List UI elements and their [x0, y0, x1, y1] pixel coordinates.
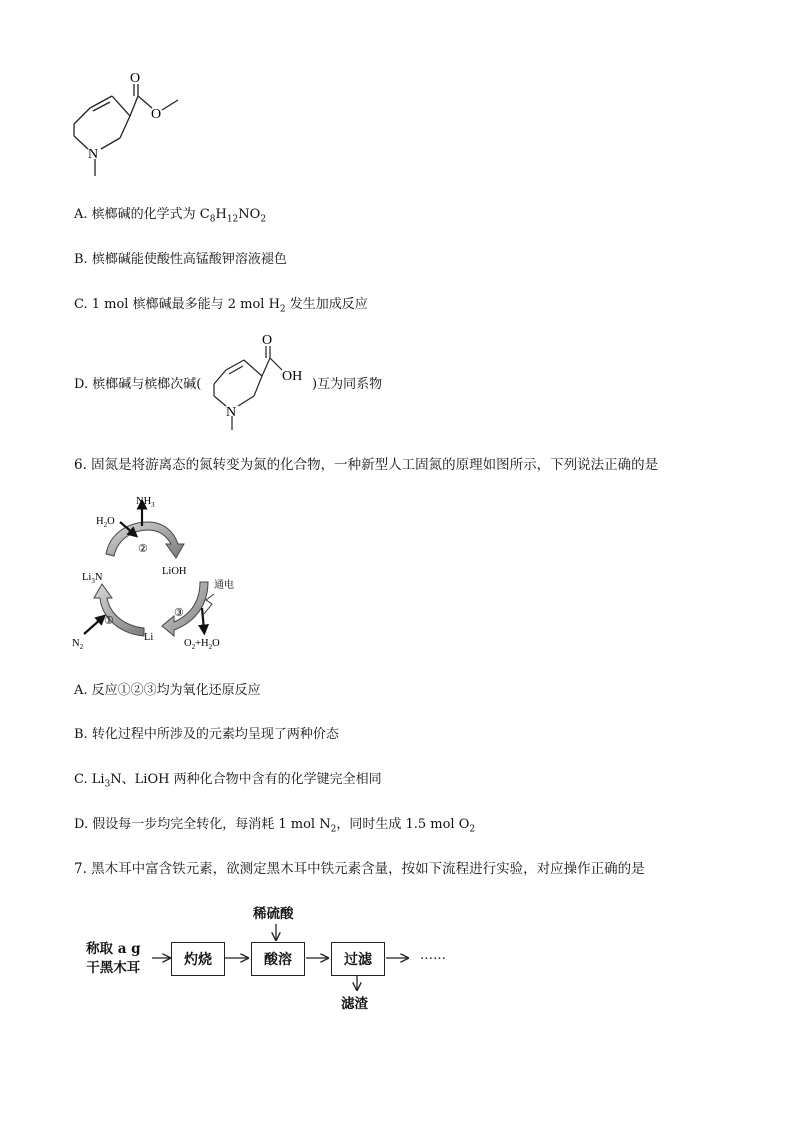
flow-step-burn: 灼烧	[171, 942, 225, 976]
step1-marker: ①	[104, 615, 114, 627]
q6-option-d: D. 假设每一步均完全转化，每消耗 1 mol $N_2$，同时生成 1.5 mol $O_2$	[74, 817, 476, 835]
nh3-label: $NH_3$	[136, 496, 155, 509]
li3n-label: $Li_3N$	[82, 572, 103, 585]
arecaidine-oh-label: OH	[282, 369, 303, 384]
arecaidine-n-label: N	[226, 405, 237, 420]
flow-ellipsis: ……	[420, 948, 446, 963]
q6-stem: 6. 固氮是将游离态的氮转变为氮的化合物，一种新型人工固氮的原理如图所示，下列说法正确的是	[74, 457, 659, 473]
lioh-label: LiOH	[162, 566, 187, 577]
ring-n-label: N	[88, 147, 99, 162]
tongdian-label: 通电	[214, 580, 234, 591]
flow-step-dissolve: 酸溶	[251, 942, 305, 976]
step3-marker: ③	[174, 607, 184, 619]
flow-start-label: 称取 a g 干黑木耳	[86, 941, 141, 976]
q5-option-d-suffix: )互为同系物	[312, 377, 383, 392]
ester-o-label: O	[151, 107, 162, 122]
flow-residue-label: 滤渣	[341, 996, 368, 1012]
arecoline-structure	[60, 66, 200, 184]
q6-option-b: B. 转化过程中所涉及的元素均呈现了两种价态	[74, 727, 339, 742]
q6-option-c: C. $Li_3N$、LiOH 两种化合物中含有的化学键完全相同	[74, 772, 382, 790]
step2-marker: ②	[138, 543, 148, 555]
flow-reagent-label: 稀硫酸	[253, 906, 294, 922]
carbonyl-o-label: O	[130, 71, 141, 86]
q7-stem: 7. 黑木耳中富含铁元素，欲测定黑木耳中铁元素含量，按如下流程进行实验，对应操作正确的是	[74, 861, 645, 877]
flow-step-filter: 过滤	[331, 942, 385, 976]
n2-label: $N_2$	[72, 638, 84, 651]
arecaidine-structure	[206, 332, 314, 436]
q5-option-d-prefix: D. 槟榔碱与槟榔次碱(	[74, 377, 202, 392]
q5-option-a: A. 槟榔碱的化学式为 $C_8H_{12}NO_2$	[74, 207, 267, 225]
li-label: Li	[144, 632, 154, 643]
q5-option-b: B. 槟榔碱能使酸性高锰酸钾溶液褪色	[74, 252, 287, 267]
q6-option-a: A. 反应①②③均为氧化还原反应	[74, 683, 261, 698]
q5-option-c: C. 1 mol 槟榔碱最多能与 2 mol $H_2$ 发生加成反应	[74, 297, 368, 315]
arecaidine-o-label: O	[262, 333, 273, 348]
step1-arrow	[94, 584, 144, 636]
nitrogen-fixation-cycle-diagram	[68, 492, 248, 660]
o2-h2o-label: $O_2+H_2O$	[184, 638, 220, 651]
h2o-in-label: $H_2O$	[96, 516, 115, 529]
